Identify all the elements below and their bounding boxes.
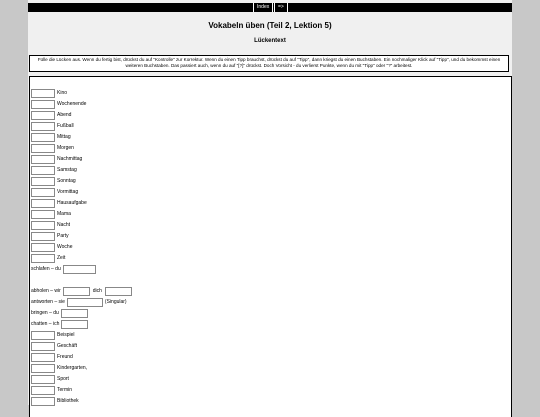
answer-input[interactable] (31, 188, 55, 197)
answer-input[interactable] (31, 254, 55, 263)
vocab-row (31, 132, 71, 142)
answer-input[interactable] (31, 221, 55, 230)
vocab-label: Fußball (57, 123, 74, 129)
answer-input[interactable] (31, 199, 55, 208)
answer-input[interactable] (31, 100, 55, 109)
verb-note: (Singular) (104, 299, 127, 305)
vocab-row (31, 198, 87, 208)
vocab-row (31, 176, 76, 186)
vocab-label: Nachmittag (57, 156, 83, 162)
vocab-label: Beispiel (57, 332, 75, 338)
verb-row-abholen (31, 286, 132, 296)
verb-label: chatten – ich (31, 321, 60, 327)
verb-label: schlafen – du (31, 266, 61, 272)
answer-input[interactable] (63, 287, 90, 296)
answer-input[interactable] (31, 243, 55, 252)
vocab-row (31, 220, 70, 230)
vocab-row (31, 209, 71, 219)
next-link[interactable]: => (274, 3, 288, 12)
vocab-label: Kindergarten, (57, 365, 88, 371)
answer-input[interactable] (31, 166, 55, 175)
answer-input[interactable] (31, 210, 55, 219)
vocab-label: Wochenende (57, 101, 87, 107)
vocab-row (31, 88, 67, 98)
answer-input[interactable] (31, 177, 55, 186)
answer-input[interactable] (31, 342, 55, 351)
instructions-box (29, 55, 509, 72)
navbar (28, 3, 512, 12)
instructions-text: Fülle die Lücken aus. Wenn du fertig bist, drückst du auf "Kontrolle" zur Korrektur. Wenn du einen Tipp brauchst, drückst du auf "Tipp", dann kriegst du einen Buchstaben. Ein nochmaliger Klick auf "Tipp", und du bekommst einen weiteren Buchstaben. Das passiert auch, wenn du auf "[?]" drückst. Doch Vorsicht - du verlierst Punkte, wenn du mit "Tipp" oder "?" arbeitest. (37, 57, 501, 68)
vocab-row (31, 385, 72, 395)
verb-label: abholen – wir (31, 288, 61, 294)
vocab-label: Party (57, 233, 69, 239)
vocab-label: Termin (57, 387, 73, 393)
vocab-row (31, 363, 87, 373)
vocab-label: Abend (57, 112, 72, 118)
page-title: Vokabeln üben (Teil 2, Lektion 5) (208, 21, 332, 30)
verb-label: antworten – sie (31, 299, 65, 305)
vocab-row (31, 253, 65, 263)
vocab-label: Morgen (57, 145, 74, 151)
vocab-label: Woche (57, 244, 73, 250)
page (28, 0, 512, 405)
vocab-row (31, 341, 77, 351)
vocab-label: Nacht (57, 222, 71, 228)
vocab-row (31, 99, 86, 109)
verb-row-bringen (31, 308, 88, 318)
answer-input[interactable] (105, 287, 132, 296)
vocab-label: Vormittag (57, 189, 79, 195)
vocab-label: Hausaufgabe (57, 200, 87, 206)
answer-input[interactable] (67, 298, 103, 307)
answer-input[interactable] (31, 89, 55, 98)
answer-input[interactable] (31, 232, 55, 241)
answer-input[interactable] (61, 320, 88, 329)
vocab-label: Sport (57, 376, 69, 382)
answer-input[interactable] (31, 111, 55, 120)
vocab-row (31, 231, 69, 241)
answer-input[interactable] (31, 133, 55, 142)
answer-input[interactable] (31, 386, 55, 395)
vocab-label: Kino (57, 90, 68, 96)
vocab-row (31, 110, 71, 120)
vocab-row (31, 165, 77, 175)
answer-input[interactable] (31, 353, 55, 362)
vocab-label: Bibliothek (57, 398, 79, 404)
answer-input[interactable] (31, 155, 55, 164)
answer-input[interactable] (61, 309, 88, 318)
vocab-row (31, 121, 74, 131)
vocab-row (31, 330, 75, 340)
vocab-label: Sonntag (57, 178, 76, 184)
exercise-area (29, 76, 512, 417)
vocab-row (31, 154, 82, 164)
vocab-label: Zeit (57, 255, 66, 261)
answer-input[interactable] (31, 144, 55, 153)
vocab-label: Geschäft (57, 343, 78, 349)
vocab-label: Samstag (57, 167, 77, 173)
verb-row-chatten (31, 319, 88, 329)
vocab-label: Freund (57, 354, 73, 360)
page-subtitle: Lückentext (254, 38, 286, 44)
vocab-label: Mittag (57, 134, 71, 140)
vocab-row (31, 242, 72, 252)
answer-input[interactable] (31, 364, 55, 373)
verb-row-schlafen (31, 264, 96, 274)
answer-input[interactable] (63, 265, 96, 274)
verb-label: dich (92, 288, 102, 294)
vocab-row (31, 187, 78, 197)
vocab-row (31, 143, 74, 153)
verb-row-antworten (31, 297, 127, 307)
answer-input[interactable] (31, 375, 55, 384)
index-link[interactable]: Index (253, 3, 273, 12)
answer-input[interactable] (31, 397, 55, 406)
verb-label: bringen – du (31, 310, 59, 316)
answer-input[interactable] (31, 122, 55, 131)
vocab-row (31, 352, 73, 362)
answer-input[interactable] (31, 331, 55, 340)
vocab-label: Mama (57, 211, 71, 217)
vocab-row (31, 374, 69, 384)
